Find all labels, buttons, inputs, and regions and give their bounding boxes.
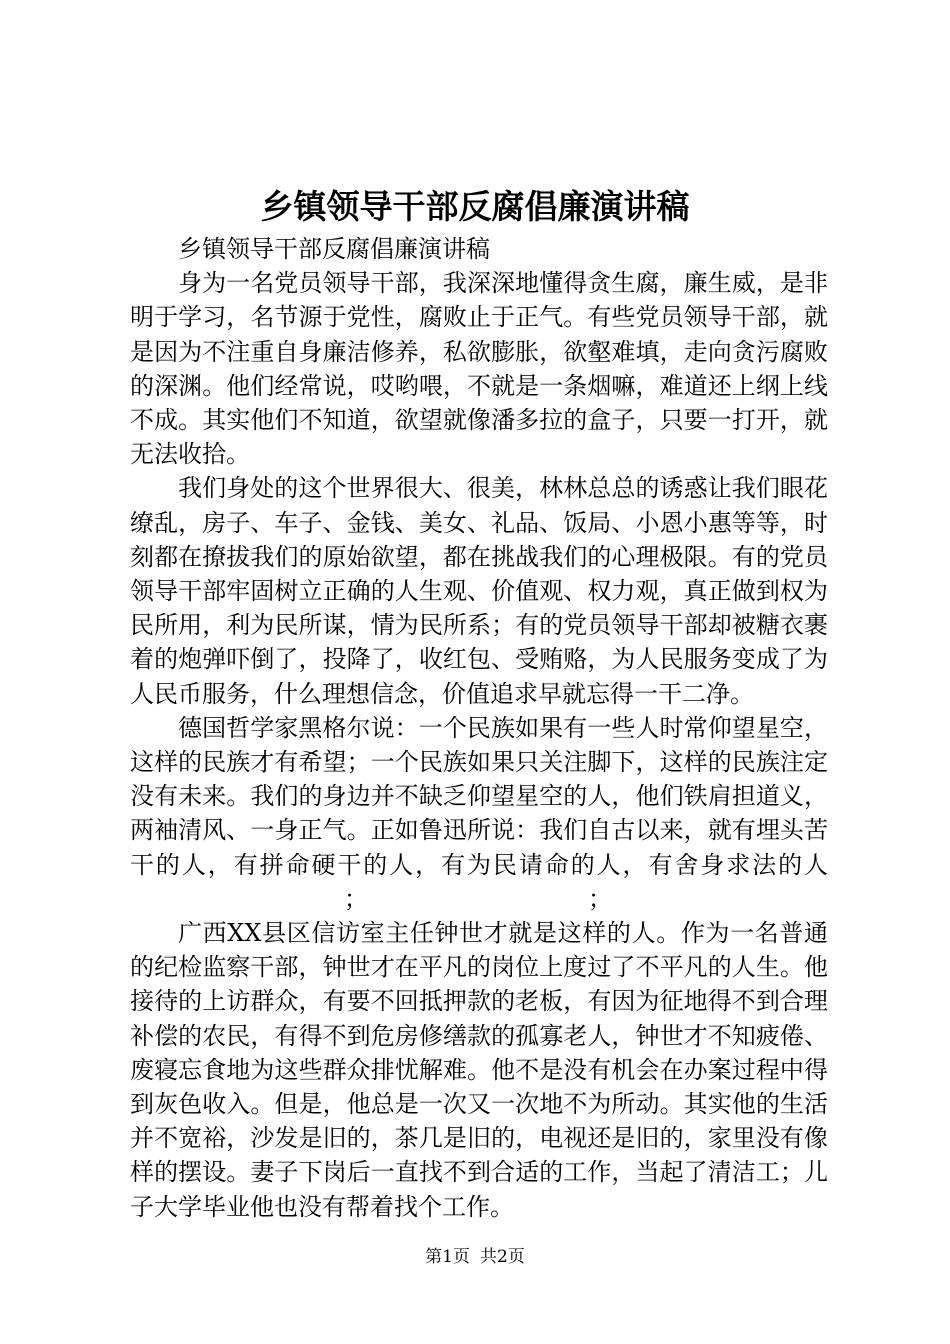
blank-mark-2: ； [588,884,612,913]
document-title: 乡镇领导干部反腐倡廉演讲稿 [260,187,690,226]
subtitle-paragraph: 乡镇领导干部反腐倡廉演讲稿 [178,235,490,263]
paragraph-4: 广西XX县区信访室主任钟世才就是这样的人。作为一名普通的纪检监察干部，钟世才在平凡的岗位上度过了不平凡的人生。他接待的上访群众，有要不回抵押款的老板，有因为征地得不到合理补偿的农民，有得不到危房修缮款的孤寡老人，钟世才不知疲倦、废寝忘食地为这些群众排忧解难。他不是没有机会在办案过程中得到灰色收入。但是，他总是一次又一次地不为所动。其实他的生活并不宽裕，沙发是旧的，茶几是旧的，电视还是旧的，家里没有像样的摆设。妻子下岗后一直找不到合适的工作，当起了清洁工；儿子大学毕业他也没有帮着找个工作。 [130,919,828,1221]
paragraph-3-text: 德国哲学家黑格尔说：一个民族如果有一些人时常仰望星空，这样的民族才有希望；一个民族如果只关注脚下，这样的民族注定没有未来。我们的身边并不缺乏仰望星空的人，他们铁肩担道义，两袖清风、一身正气。正如鲁迅所说：我们自古以来，就有埋头苦干的人，有拼命硬干的人，有为民请命的人，有舍身求法的人 [130,713,828,879]
blank-mark-1: ； [344,884,368,913]
paragraph-1: 身为一名党员领导干部，我深深地懂得贪生腐，廉生威，是非明于学习，名节源于党性，腐败止于正气。有些党员领导干部，就是因为不注重自身廉洁修养，私欲膨胀，欲壑难填，走向贪污腐败的深渊。他们经常说，哎哟喂，不就是一条烟嘛，难道还上纲上线不成。其实他们不知道，欲望就像潘多拉的盒子，只要一打开，就无法收拾。 [130,269,828,469]
document-body [130,232,828,1224]
page-footer [0,1245,950,1269]
paragraph-3 [130,711,828,916]
page-total: 共2页 [480,1247,525,1267]
paragraph-2: 我们身处的这个世界很大、很美，林林总总的诱惑让我们眼花缭乱，房子、车子、金钱、美女、礼品、饭局、小恩小惠等等，时刻都在撩拔我们的原始欲望，都在挑战我们的心理极限。有的党员领导干部牢固树立正确的人生观、价值观、权力观，真正做到权为民所用，利为民所谋，情为民所系；有的党员领导干部却被糖衣裹着的炮弹吓倒了，投降了，收红包、受贿赂，为人民服务变成了为人民币服务，什么理想信念，价值追求早就忘得一干二净。 [130,474,828,708]
page-number: 第1页 [425,1247,470,1267]
